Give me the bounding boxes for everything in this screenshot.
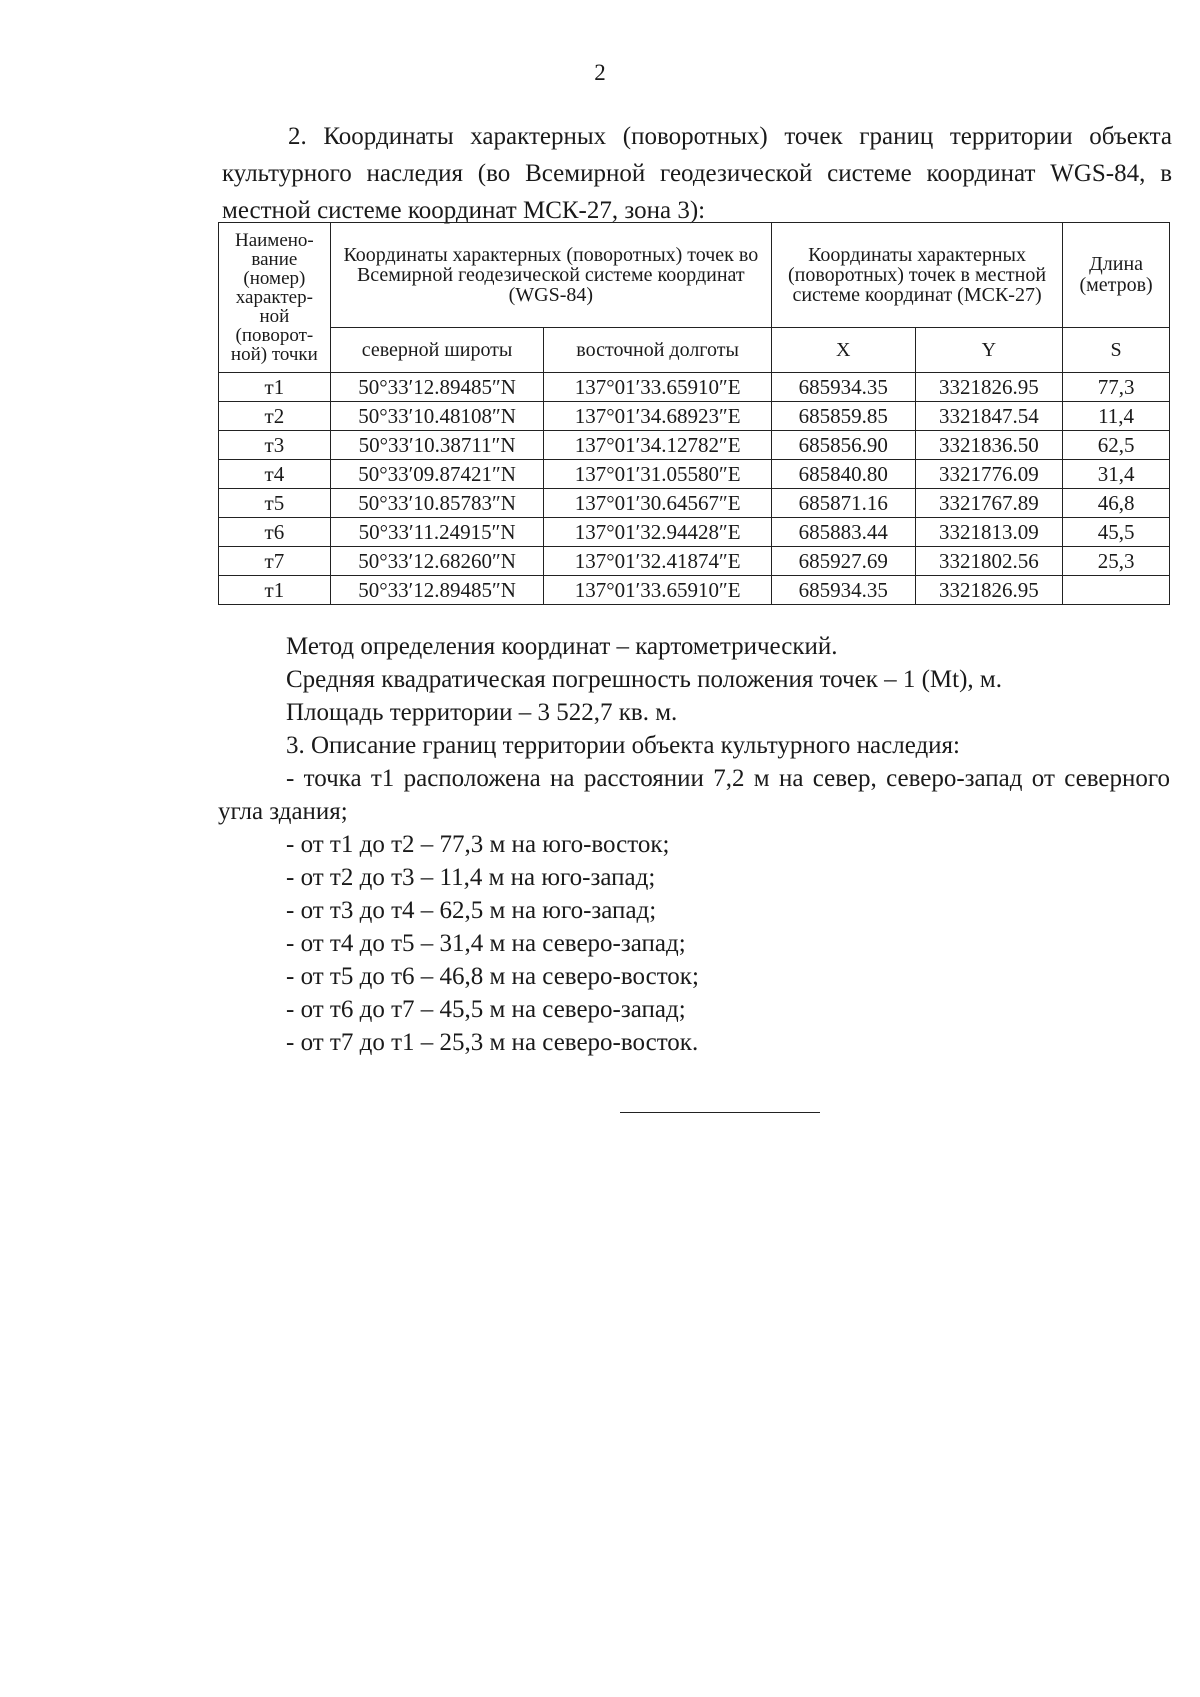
table-row — [219, 518, 1170, 547]
cell-x: 685859.85 — [771, 402, 915, 431]
coordinates-table — [218, 222, 1170, 605]
cell-length: 45,5 — [1063, 518, 1170, 547]
segment-item: - от т1 до т2 – 77,3 м на юго-восток; — [286, 831, 670, 858]
cell-x: 685927.69 — [771, 547, 915, 576]
cell-longitude: 137°01′34.68923″E — [544, 402, 772, 431]
cell-point: т6 — [219, 518, 331, 547]
table-row — [219, 576, 1170, 605]
cell-x: 685883.44 — [771, 518, 915, 547]
cell-longitude: 137°01′32.94428″E — [544, 518, 772, 547]
section-3-title: 3. Описание границ территории объекта культурного наследия: — [286, 732, 960, 759]
segment-item: - от т4 до т5 – 31,4 м на северо-запад; — [286, 930, 686, 957]
cell-length: 11,4 — [1063, 402, 1170, 431]
cell-x: 685871.16 — [771, 489, 915, 518]
cell-length: 25,3 — [1063, 547, 1170, 576]
header-y: Y — [915, 328, 1063, 373]
segment-item: - от т2 до т3 – 11,4 м на юго-запад; — [286, 864, 656, 891]
cell-point: т2 — [219, 402, 331, 431]
segment-item: - от т7 до т1 – 25,3 м на северо-восток. — [286, 1029, 699, 1056]
table-row — [219, 460, 1170, 489]
end-rule — [620, 1112, 820, 1113]
cell-longitude: 137°01′33.65910″E — [544, 373, 772, 402]
table-row — [219, 402, 1170, 431]
table-row — [219, 431, 1170, 460]
header-s: S — [1063, 328, 1170, 373]
cell-length — [1063, 576, 1170, 605]
cell-point: т1 — [219, 576, 331, 605]
header-msk27: Координаты характерных (поворотных) точек в местной системе координат (МСК-27) — [771, 223, 1062, 328]
cell-latitude: 50°33′10.85783″N — [330, 489, 544, 518]
cell-y: 3321847.54 — [915, 402, 1063, 431]
cell-longitude: 137°01′32.41874″E — [544, 547, 772, 576]
cell-length: 77,3 — [1063, 373, 1170, 402]
cell-x: 685856.90 — [771, 431, 915, 460]
cell-y: 3321767.89 — [915, 489, 1063, 518]
cell-latitude: 50°33′12.68260″N — [330, 547, 544, 576]
segment-item: - от т3 до т4 – 62,5 м на юго-запад; — [286, 897, 657, 924]
cell-point: т5 — [219, 489, 331, 518]
cell-longitude: 137°01′34.12782″E — [544, 431, 772, 460]
cell-point: т1 — [219, 373, 331, 402]
cell-y: 3321813.09 — [915, 518, 1063, 547]
cell-y: 3321836.50 — [915, 431, 1063, 460]
segment-item: - от т5 до т6 – 46,8 м на северо-восток; — [286, 963, 699, 990]
header-wgs84: Координаты характерных (поворотных) точек во Всемирной геодезической системе координат (WGS-84) — [330, 223, 771, 328]
body-text — [218, 630, 1170, 1059]
cell-point: т4 — [219, 460, 331, 489]
cell-y: 3321826.95 — [915, 576, 1063, 605]
cell-longitude: 137°01′33.65910″E — [544, 576, 772, 605]
header-longitude: восточной долготы — [544, 328, 772, 373]
boundary-start: - точка т1 расположена на расстоянии 7,2 м на север, северо-запад от северного угла здания; — [218, 765, 1170, 825]
cell-point: т3 — [219, 431, 331, 460]
cell-length: 62,5 — [1063, 431, 1170, 460]
header-latitude: северной широты — [330, 328, 544, 373]
table-row — [219, 547, 1170, 576]
cell-x: 685840.80 — [771, 460, 915, 489]
cell-length: 31,4 — [1063, 460, 1170, 489]
cell-y: 3321826.95 — [915, 373, 1063, 402]
cell-latitude: 50°33′09.87421″N — [330, 460, 544, 489]
cell-latitude: 50°33′12.89485″N — [330, 373, 544, 402]
table-row — [219, 373, 1170, 402]
page-number: 2 — [594, 60, 606, 85]
cell-longitude: 137°01′30.64567″E — [544, 489, 772, 518]
header-length: Длина (метров) — [1063, 223, 1170, 328]
cell-latitude: 50°33′12.89485″N — [330, 576, 544, 605]
cell-y: 3321776.09 — [915, 460, 1063, 489]
segment-item: - от т6 до т7 – 45,5 м на северо-запад; — [286, 996, 686, 1023]
cell-x: 685934.35 — [771, 373, 915, 402]
cell-y: 3321802.56 — [915, 547, 1063, 576]
cell-point: т7 — [219, 547, 331, 576]
header-x: X — [771, 328, 915, 373]
cell-latitude: 50°33′11.24915″N — [330, 518, 544, 547]
cell-x: 685934.35 — [771, 576, 915, 605]
cell-latitude: 50°33′10.38711″N — [330, 431, 544, 460]
cell-latitude: 50°33′10.48108″N — [330, 402, 544, 431]
area-line: Площадь территории – 3 522,7 кв. м. — [286, 699, 678, 726]
table-row — [219, 489, 1170, 518]
error-line: Средняя квадратическая погрешность положения точек – 1 (Mt), м. — [286, 666, 1002, 693]
cell-longitude: 137°01′31.05580″E — [544, 460, 772, 489]
header-point-name: Наимено-вание (номер) характер-ной (поворот-ной) точки — [219, 223, 331, 373]
cell-length: 46,8 — [1063, 489, 1170, 518]
method-line: Метод определения координат – картометрический. — [286, 633, 838, 660]
section-2-intro: 2. Координаты характерных (поворотных) точек границ территории объекта культурного наследия (во Всемирной геодезической системе координат WGS-84, в местной системе координат МСК-27, зона 3): — [222, 123, 1172, 224]
